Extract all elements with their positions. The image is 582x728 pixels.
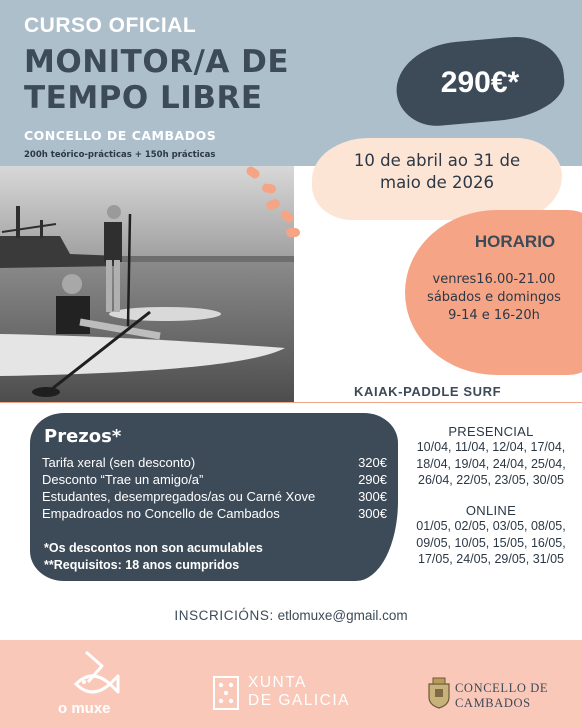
course-dates-line1: 10 de abril ao 31 de — [353, 151, 521, 170]
online-dates-line: 09/05, 10/05, 15/05, 16/05, — [416, 535, 566, 550]
discount-note: *Os descontos non son acumulables — [44, 541, 263, 555]
activity-label: KAIAK-PADDLE SURF — [354, 384, 502, 399]
xunta-name — [248, 674, 350, 710]
xunta-name-line1: XUNTA — [248, 674, 307, 691]
schedule-title: HORARIO — [474, 232, 556, 251]
price-row-value: 290€ — [358, 472, 387, 487]
schedule-line3: 9-14 e 16-20h — [448, 308, 540, 323]
price-row-label: Tarifa xeral (sen desconto) — [42, 455, 196, 470]
decor-dot — [286, 228, 300, 237]
price-row-value: 300€ — [358, 489, 387, 504]
price-row-friend — [42, 472, 387, 489]
schedule-line2: sábados e domingos — [427, 290, 561, 305]
xunta-emblem-icon — [213, 676, 239, 710]
course-kicker: CURSO OFICIAL — [24, 14, 197, 37]
course-organizer: CONCELLO DE CAMBADOS — [24, 128, 217, 143]
course-dates-line2: maio de 2026 — [380, 173, 494, 192]
price-row-residents — [42, 506, 387, 523]
xunta-name-line2: DE GALICIA — [248, 692, 350, 709]
prices-title: Prezos* — [44, 426, 122, 447]
course-title — [24, 44, 324, 116]
presencial-dates — [406, 439, 576, 489]
presencial-title: PRESENCIAL — [448, 424, 534, 439]
course-hours: 200h teórico-prácticas + 150h prácticas — [24, 150, 216, 160]
price-row-label: Desconto “Trae un amigo/a” — [42, 472, 204, 487]
presencial-dates-line: 26/04, 22/05, 23/05, 30/05 — [418, 473, 564, 487]
price-badge: 290€* — [440, 66, 520, 99]
online-dates — [406, 518, 576, 568]
concello-name-line1: CONCELLO DE — [455, 681, 549, 695]
price-row-label: Empadroados no Concello de Cambados — [42, 506, 280, 521]
price-row-general — [42, 455, 387, 472]
inscriptions-email[interactable]: etlomuxe@gmail.com — [277, 608, 408, 623]
kayak-photo — [0, 166, 294, 402]
online-title: ONLINE — [465, 503, 517, 518]
course-title-line1: MONITOR/A DE — [24, 44, 290, 80]
requirements-note: **Requisitos: 18 anos cumpridos — [44, 558, 240, 572]
price-row-students — [42, 489, 387, 506]
schedule-details — [406, 271, 582, 325]
price-row-value: 320€ — [358, 455, 387, 470]
presencial-dates-line: 10/04, 11/04, 12/04, 17/04, — [416, 440, 566, 454]
concello-shield-icon — [427, 677, 451, 709]
concello-name — [455, 681, 548, 711]
online-dates-line: 17/05, 24/05, 29/05, 31/05 — [418, 552, 564, 566]
kayak-photo-illustration — [0, 166, 294, 402]
online-dates-line: 01/05, 02/05, 03/05, 08/05, — [416, 519, 566, 533]
inscriptions — [0, 608, 582, 623]
presencial-dates-line: 18/04, 19/04, 24/04, 25/04, — [416, 456, 566, 471]
schedule-line1: venres16.00-21.00 — [432, 272, 556, 287]
course-title-line2: TEMPO LIBRE — [24, 80, 263, 116]
course-dates — [312, 150, 562, 194]
inscriptions-label: INSCRICIÓNS: — [174, 608, 274, 623]
section-divider — [0, 402, 582, 403]
concello-name-line2: CAMBADOS — [455, 696, 531, 710]
price-row-label: Estudantes, desempregados/as ou Carné Xove — [42, 489, 316, 504]
muxe-name: o muxe — [58, 700, 111, 717]
price-row-value: 300€ — [358, 506, 387, 521]
